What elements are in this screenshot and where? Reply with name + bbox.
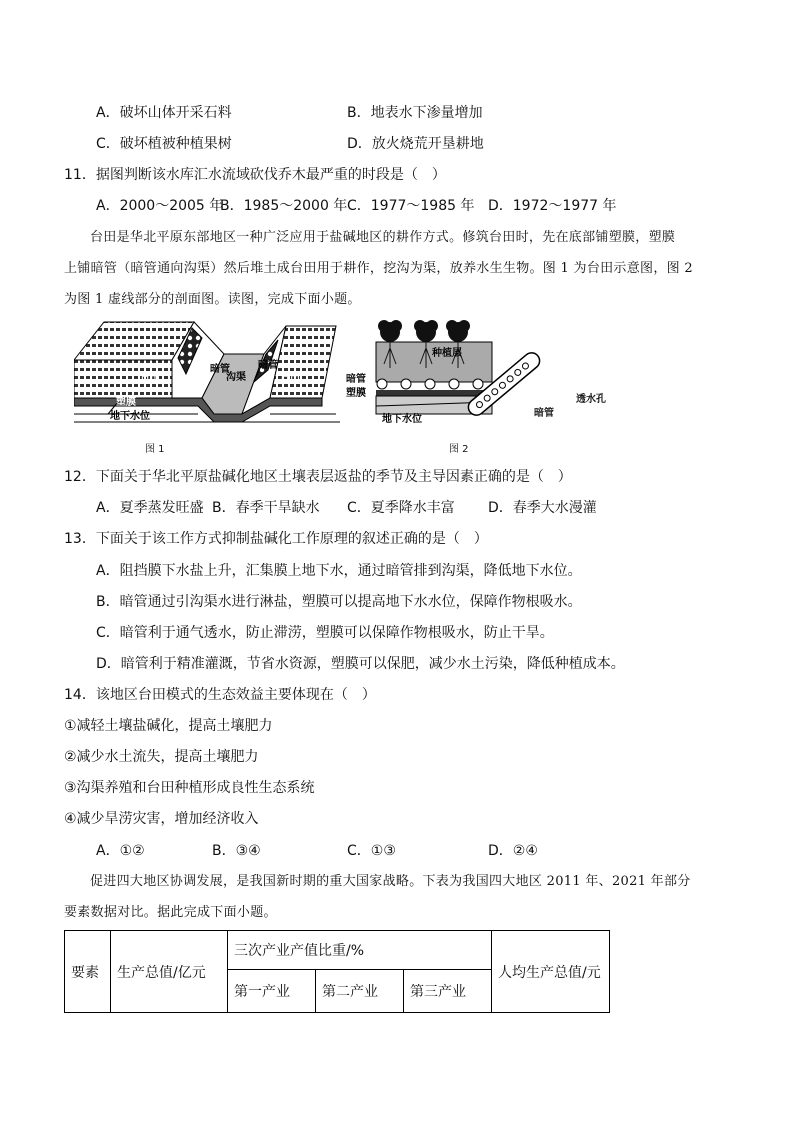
fig2-label-an-guan-pipe: 暗管 (534, 408, 554, 419)
q12-option-a: A．夏季蒸发旺盛 (96, 500, 204, 516)
q13-option-b: B．暗管通过引沟渠水进行淋盐，塑膜可以提高地下水水位，保障作物根吸水。 (96, 594, 582, 610)
regions-data-table (64, 930, 610, 1013)
table-header-factor: 要素 (65, 931, 111, 1013)
fig1-label-gou-qu: 沟渠 (226, 372, 246, 383)
table-header-tertiary: 第三产业 (404, 970, 492, 1013)
passage-taitian-line2: 上铺暗管（暗管通向沟渠）然后堆土成台田用于耕作，挖沟为渠，放养水生生物。图 1 为台田示意图，图 2 (64, 261, 693, 276)
q12-option-c: C．夏季降水丰富 (347, 500, 455, 516)
passage-regions-line1: 促进四大地区协调发展，是我国新时期的重大国家战略。下表为我国四大地区 2011 年、2021 年部分 (90, 874, 691, 889)
fig1-label-su-mo: 塑膜 (116, 397, 136, 408)
q14-statement-3: ③沟渠养殖和台田种植形成良性生态系统 (64, 780, 315, 796)
q10-option-d: D．放火烧荒开垦耕地 (347, 136, 484, 152)
fig1-label-an-guan: 暗管 (210, 364, 230, 375)
fig2-label-zhong-zhi-ceng: 种植层 (432, 348, 462, 359)
q14-option-a: A．①② (96, 843, 145, 859)
q13-option-c: C．暗管利于通气透水，防止滞涝，塑膜可以保障作物根吸水，防止干旱。 (96, 625, 554, 641)
q10-option-a: A．破坏山体开采石料 (96, 105, 232, 121)
q14-option-d: D．②④ (488, 843, 538, 859)
passage-taitian-line3: 为图 1 虚线部分的剖面图。读图，完成下面小题。 (64, 292, 361, 307)
q10-option-b: B．地表水下渗量增加 (347, 105, 483, 121)
fig2-label-an-guan: 暗管 (346, 374, 366, 385)
table-header-industry-share: 三次产业产值比重/% (228, 931, 492, 970)
fig2-label-di-xia-shui-wei: 地下水位 (382, 414, 422, 425)
fig1-label-an-guan-2: 暗管 (258, 360, 278, 371)
q12-option-b: B．春季干旱缺水 (212, 500, 320, 516)
table-header-gdp: 生产总值/亿元 (111, 931, 228, 1013)
q11-option-a: A．2000～2005 年 (96, 198, 224, 214)
q13-option-a: A．阻挡膜下水盐上升，汇集膜上地下水，通过暗管排到沟渠，降低地下水位。 (96, 563, 582, 579)
fig2-caption: 图 2 (449, 444, 469, 455)
figure-2-cross-section (346, 318, 546, 430)
q13-option-d: D．暗管利于精准灌溉，节省水资源，塑膜可以保肥，减少水土污染，降低种植成本。 (96, 656, 625, 672)
table-header-secondary: 第二产业 (316, 970, 404, 1013)
q14-option-b: B．③④ (212, 843, 261, 859)
fig1-label-tai-tian-left: 台田 (140, 372, 160, 383)
passage-taitian-line1: 台田是华北平原东部地区一种广泛应用于盐碱地区的耕作方式。修筑台田时，先在底部铺塑膜，塑膜 (90, 230, 676, 245)
fig1-label-di-xia-shui-wei: 地下水位 (110, 411, 150, 422)
table-header-primary: 第一产业 (228, 970, 316, 1013)
q12-stem: 12．下面关于华北平原盐碱化地区土壤表层返盐的季节及主导因素正确的是（ ） (64, 469, 572, 485)
q11-option-b: B．1985～2000 年 (220, 198, 348, 214)
passage-taitian (64, 222, 736, 315)
q14-stem: 14．该地区台田模式的生态效益主要体现在（ ） (64, 687, 376, 703)
q10-option-c: C．破坏植被种植果树 (96, 136, 232, 152)
q13-stem: 13．下面关于该工作方式抑制盐碱化工作原理的叙述正确的是（ ） (64, 531, 488, 547)
q11-option-c: C．1977～1985 年 (347, 198, 475, 214)
q11-option-d: D．1972～1977 年 (488, 198, 617, 214)
figure-1-taitian-diagram (74, 318, 340, 430)
q11-stem: 11．据图判断该水库汇水流域砍伐乔木最严重的时段是（ ） (64, 167, 446, 183)
fig2-label-tou-shui-kong: 透水孔 (576, 394, 606, 405)
q12-option-d: D．春季大水漫灌 (488, 500, 597, 516)
q14-statement-4: ④减少旱涝灾害，增加经济收入 (64, 811, 259, 827)
fig1-label-tai-tian-right: 台田 (280, 372, 300, 383)
fig1-caption: 图 1 (145, 444, 165, 455)
passage-regions-line2: 要素数据对比。据此完成下面小题。 (64, 905, 277, 920)
fig2-label-su-mo: 塑膜 (346, 388, 366, 399)
q14-option-c: C．①③ (347, 843, 396, 859)
q14-statement-2: ②减少水土流失，提高土壤肥力 (64, 749, 259, 765)
q14-statement-1: ①减轻土壤盐碱化，提高土壤肥力 (64, 718, 273, 734)
table-header-per-capita: 人均生产总值/元 (492, 931, 610, 1013)
passage-regions (64, 866, 736, 928)
